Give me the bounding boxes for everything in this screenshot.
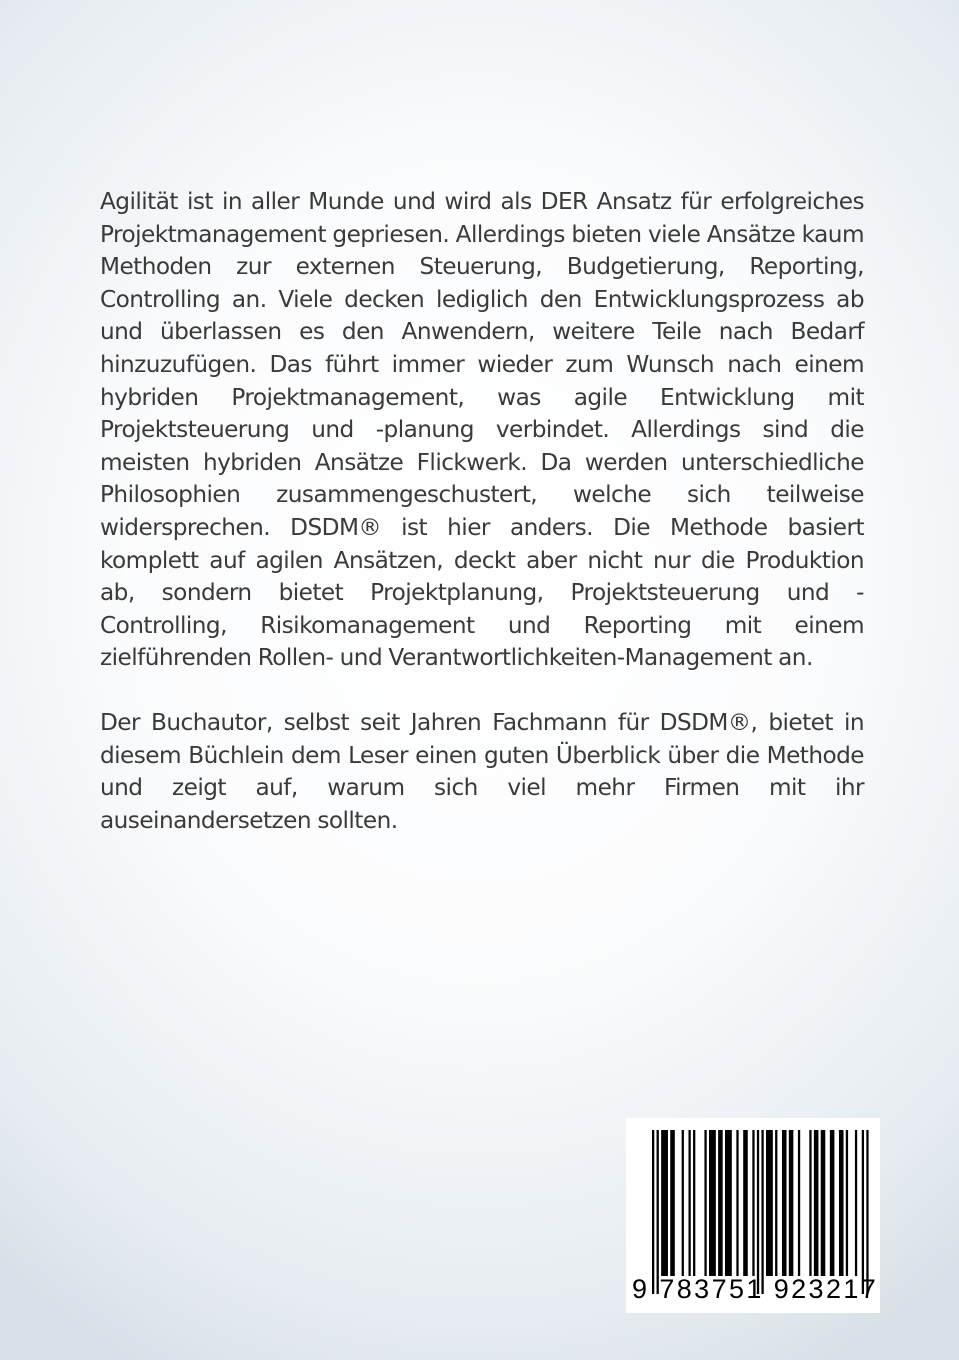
barcode-bar xyxy=(775,1130,777,1276)
barcode-bar xyxy=(866,1130,868,1294)
barcode-bar xyxy=(821,1130,826,1276)
barcode-bar xyxy=(839,1130,844,1276)
barcode-bar xyxy=(809,1130,811,1276)
barcode-bar xyxy=(846,1130,848,1276)
barcode-bar xyxy=(688,1130,690,1276)
barcode-bar xyxy=(652,1130,654,1294)
barcode-bar xyxy=(782,1130,787,1276)
barcode-bar xyxy=(743,1130,748,1276)
barcode-bar xyxy=(766,1130,773,1276)
barcode-bar xyxy=(761,1130,763,1294)
barcode-bar xyxy=(757,1130,759,1294)
isbn-barcode xyxy=(626,1118,880,1313)
barcode-bar xyxy=(830,1130,835,1276)
barcode-bar xyxy=(736,1130,738,1276)
barcode-bar xyxy=(752,1130,754,1276)
barcode-bar xyxy=(670,1130,675,1276)
barcode-bar xyxy=(704,1130,706,1276)
barcode-bar xyxy=(682,1130,684,1276)
blurb-paragraph-1: Agilität ist in aller Munde und wird als DER Ansatz für erfolgreiches Projektmanagement gepriesen. Allerdings bieten viele Ansätze kaum Methoden zur externen Steuerung, Budgetierung, Reporting, Controlling an. Viele decken lediglich den Entwicklungsprozess ab und überlassen es den Anwendern, weitere Teile nach Bedarf hinzuzufügen. Das führt immer wieder zum Wunsch nach einem hybriden Projektmanagement, was agile Entwicklung mit Projektsteuerung und -planung verbindet. Allerdings sind die meisten hybriden Ansätze Flickwerk. Da werden unterschiedliche Philosophien zusammengeschustert, welche sich teilweise widersprechen. DSDM® ist hier anders. Die Methode basiert komplett auf agilen Ansätzen, deckt aber nicht nur die Produktion ab, sondern bietet Projektplanung, Projektsteuerung und -Controlling, Risikomanagement und Reporting mit einem zielführenden Rollen- und Verantwortlichkeiten-Management an. xyxy=(100,188,864,672)
barcode-bar xyxy=(709,1130,716,1276)
barcode-bar xyxy=(814,1130,819,1276)
barcode-bar xyxy=(661,1130,668,1276)
back-cover-blurb xyxy=(100,186,864,837)
barcode-bar xyxy=(798,1130,800,1276)
barcode-bar xyxy=(789,1130,794,1276)
barcode-bar xyxy=(718,1130,723,1276)
barcode-bar xyxy=(693,1130,695,1276)
barcode-bar xyxy=(855,1130,857,1276)
barcode-bar xyxy=(862,1130,864,1294)
barcode-bar xyxy=(725,1130,732,1276)
blurb-paragraph-2: Der Buchautor, selbst seit Jahren Fachmann für DSDM®, bietet in diesem Büchlein dem Leser einen guten Überblick über die Methode und zeigt auf, warum sich viel mehr Firmen mit ihr auseinandersetzen sollten. xyxy=(100,708,864,834)
isbn-number: 9 783751 923217 xyxy=(632,1274,879,1304)
barcode-bar xyxy=(657,1130,659,1294)
